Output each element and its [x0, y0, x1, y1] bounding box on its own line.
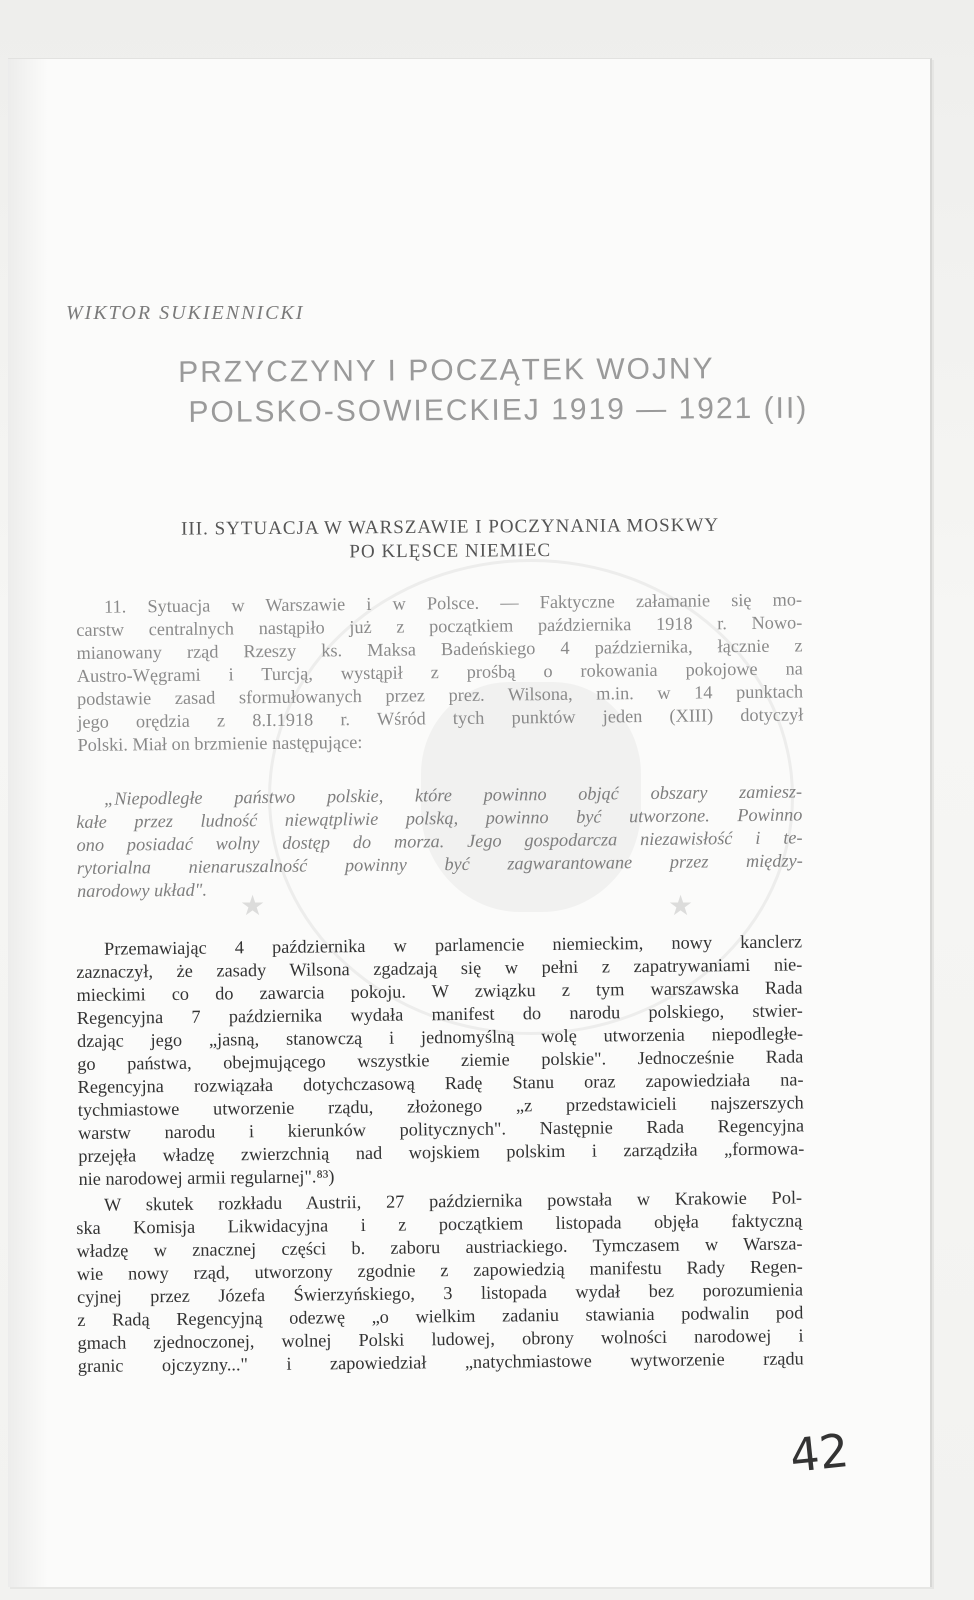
wilson-quote: [76, 780, 803, 903]
quote-line: rytorialna nienaruszalność powinny być zagwarantowane przez między-: [76, 850, 803, 878]
text-line: go państwa, obejmującego wszystkie ziemie polskie". Jednocześnie Rada: [77, 1046, 804, 1074]
text-line: granic ojczyzny..." i zapowiedział „natychmiastowe wytworzenie rządu: [77, 1348, 804, 1376]
section-heading: [120, 513, 780, 566]
text-line: Przemawiając 4 października w parlamencie niemieckim, nowy kanclerz: [104, 931, 803, 959]
section-heading-line-2: PO KLĘSCE NIEMIEC: [349, 539, 552, 563]
quote-line: narodowy układ".: [76, 879, 208, 901]
text-line: gmach zjednoczonej, wolnej Polski ludowej, obrony wolności narodowej i: [77, 1325, 804, 1353]
text-line: nie narodowej armii regularnej".⁸³): [78, 1166, 335, 1189]
text-line: warstw narodu i kierunków politycznych". Następnie Rada Regencyjna: [77, 1115, 805, 1143]
paragraph-3: [76, 1186, 804, 1378]
text-line: carstw centralnych nastąpiło już z początkiem października 1918 r. Nowo-: [76, 612, 803, 640]
text-line: wie nowy rząd, utworzony zgodnie z zapowiedzią manifestu Rady Regen-: [76, 1256, 803, 1284]
quote-line: kałe przez ludność niewątpliwie polską, powinno być utworzone. Powinno: [76, 804, 803, 832]
title-line-2: POLSKO-SOWIECKIEJ 1919 — 1921 (II): [188, 391, 809, 429]
text-line: tychmiastowe utworzenie rządu, złożonego „z przedstawicieli najszerszych: [77, 1092, 804, 1120]
paragraph-1: [76, 588, 804, 757]
text-line: podstawie zasad sformułowanych przez prez. Wilsona, m.in. w 14 punktach: [76, 681, 804, 709]
text-line: ska Komisja Likwidacyjna i z początkiem listopada objęła faktyczną: [76, 1210, 803, 1238]
text-line: Regencyjna rozwiązała dotychczasową Radę Stanu oraz zapowiedziała na-: [77, 1069, 804, 1097]
text-line: Regencyjna 7 października wydała manifest do narodu polskiego, stwier-: [76, 1000, 803, 1028]
text-line: władzę w znacznej części b. zaboru austriackiego. Tymczasem w Warsza-: [76, 1233, 803, 1261]
text-line: dzając jego „jasną, stanowczą i jednomyślną wolę utworzenia niepodległe-: [76, 1023, 804, 1051]
section-heading-line-1: III. SYTUACJA W WARSZAWIE I POCZYNANIA MOSKWY: [180, 514, 720, 540]
author-name: WIKTOR SUKIENNICKI: [66, 302, 305, 324]
text-line: zaznaczył, że zasady Wilsona zgadzają się w pełni z zapatrywaniami nie-: [76, 954, 803, 982]
text-line: jego orędzia z 8.I.1918 r. Wśród tych punktów jeden (XIII) dotyczył: [77, 704, 804, 732]
quote-line: „Niepodległe państwo polskie, które powinno objąć obszary zamiesz-: [104, 781, 803, 809]
quote-line: ono posiadać wolny dostęp do morza. Jego gospodarcza niezawisłość i te-: [76, 827, 803, 855]
stamp-star-icon: ★: [240, 891, 266, 922]
text-line: Polski. Miał on brzmienie następujące:: [77, 732, 363, 755]
paragraph-2: [76, 930, 805, 1191]
article-title: [178, 349, 809, 433]
text-line: przejęła władzę zwierzchnią nad wojskiem polskim i zarządziła „formowa-: [78, 1138, 805, 1166]
title-line-1: PRZYCZYNY I POCZĄTEK WOJNY: [178, 352, 715, 389]
text-line: cyjnej przez Józefa Świerzyńskiego, 3 listopada wydał bez porozumienia: [76, 1279, 804, 1307]
text-line: 11. Sytuacja w Warszawie i w Polsce. — Faktyczne załamanie się mo-: [104, 589, 803, 617]
text-line: mianowany rząd Rzeszy ks. Maksa Badeńskiego 4 października, łącznie z: [76, 635, 803, 663]
page-fold-shadow: [8, 59, 48, 1587]
text-line: Austro-Węgrami i Turcją, wystąpił z prośbą o rokowania pokojowe na: [76, 658, 803, 686]
text-line: z Radą Regencyjną odezwę „o wielkim zadaniu stawiania podwalin pod: [77, 1302, 804, 1330]
text-line: mieckimi co do zawarcia pokoju. W związku z tym warszawska Rada: [76, 977, 803, 1005]
text-line: W skutek rozkładu Austrii, 27 października powstała w Krakowie Pol-: [104, 1187, 803, 1215]
handwritten-page-number: 42: [787, 1423, 852, 1483]
stamp-star-icon: ★: [668, 891, 694, 922]
